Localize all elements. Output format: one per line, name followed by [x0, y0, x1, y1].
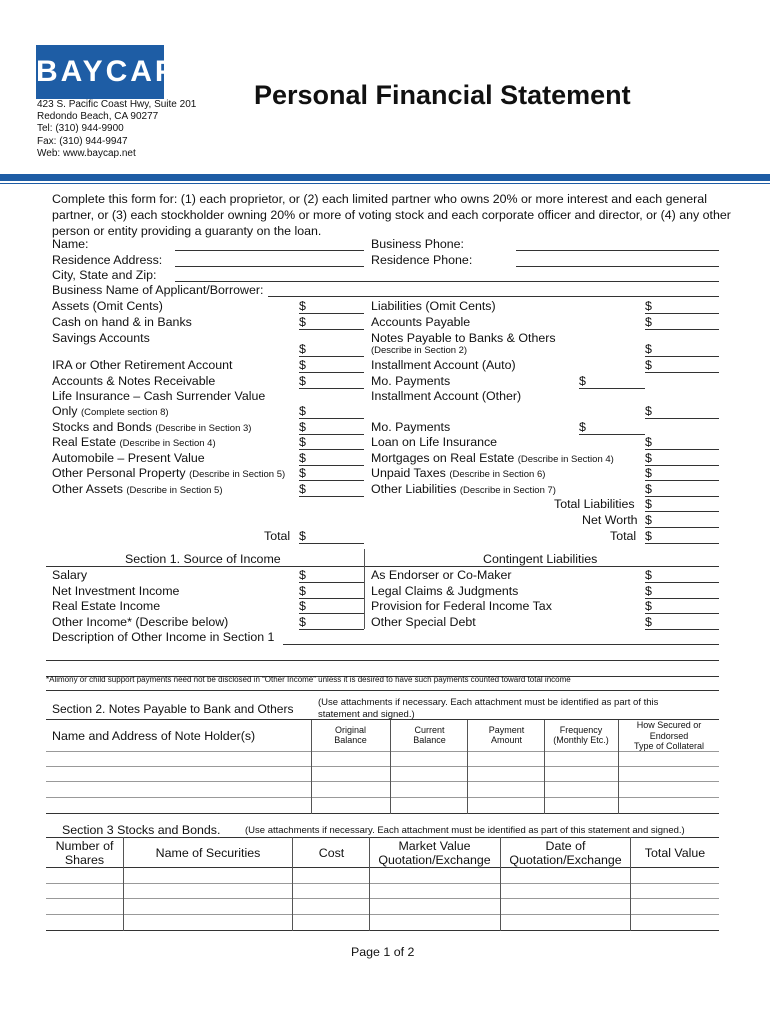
section3-note: (Use attachments if necessary. Each attachment must be identified as part of this statement and signed.) — [245, 825, 685, 836]
dollar-sign: $ — [645, 497, 652, 511]
table-row-line — [46, 914, 719, 915]
residence-phone-field[interactable] — [516, 266, 719, 267]
mortgages-text: Mortgages on Real Estate — [371, 451, 515, 465]
liabilities-total-field[interactable] — [645, 543, 719, 544]
total-liabilities-field[interactable] — [645, 511, 719, 512]
col-divider — [292, 837, 293, 931]
address-line: 423 S. Pacific Coast Hwy, Suite 201 — [37, 99, 197, 110]
dollar-sign: $ — [299, 435, 306, 449]
stocks-field[interactable] — [299, 434, 364, 435]
salary-label: Salary — [52, 568, 88, 582]
assets-header: Assets (Omit Cents) — [52, 299, 163, 313]
real-estate-income-field[interactable] — [299, 613, 364, 614]
section1-divider — [364, 549, 365, 629]
real-estate-income-label: Real Estate Income — [52, 599, 161, 613]
company-address — [37, 99, 196, 160]
savings-field[interactable] — [299, 356, 364, 357]
col-divider — [618, 720, 619, 814]
other-income-description-label: Description of Other Income in Section 1 — [52, 630, 275, 644]
special-debt-label: Other Special Debt — [371, 615, 476, 629]
other-income-label: Other Income* (Describe below) — [52, 615, 229, 629]
liabilities-header-field[interactable] — [645, 313, 719, 314]
col-total-value: Total Value — [644, 846, 706, 860]
name-field[interactable] — [175, 250, 364, 251]
dollar-sign: $ — [299, 342, 306, 356]
dollar-sign: $ — [645, 599, 652, 613]
dollar-sign: $ — [645, 342, 652, 356]
col-frequency-line: Frequency — [559, 725, 603, 735]
assets-total-label: Total — [264, 529, 291, 543]
dollar-sign: $ — [645, 529, 652, 543]
cash-label: Cash on hand & in Banks — [52, 315, 192, 329]
dollar-sign: $ — [645, 404, 652, 418]
col-original-balance — [312, 725, 389, 745]
city-state-zip-field[interactable] — [175, 281, 719, 282]
other-assets-note: (Describe in Section 5) — [126, 485, 223, 496]
col-current-line: Current — [414, 725, 445, 735]
unpaid-taxes-field[interactable] — [645, 480, 719, 481]
phone-line: Tel: (310) 944-9900 — [37, 123, 124, 135]
dollar-sign: $ — [299, 374, 306, 388]
fax-line: Fax: (310) 944-9947 — [37, 135, 128, 147]
liabilities-total-label: Total — [610, 529, 637, 543]
dollar-sign: $ — [299, 482, 306, 496]
notes-payable-note: (Describe in Section 2) — [371, 345, 468, 356]
real-estate-field[interactable] — [299, 449, 364, 450]
other-income-field[interactable] — [299, 629, 364, 630]
mo-payments-field-2[interactable] — [579, 434, 645, 435]
name-label: Name: — [52, 237, 89, 251]
total-liabilities-label: Total Liabilities — [554, 497, 635, 511]
col-divider — [390, 720, 391, 814]
dollar-sign: $ — [299, 358, 306, 372]
city-state-zip-label: City, State and Zip: — [52, 268, 157, 282]
real-estate-note: (Describe in Section 4) — [119, 438, 216, 449]
col-market-line: Quotation/Exchange — [378, 853, 491, 867]
dollar-sign: $ — [579, 374, 586, 388]
alimony-note: *Alimony or child support payments need not be disclosed in “Other Income” unless it is desired to have such payments counted toward total income — [46, 675, 571, 684]
auto-field[interactable] — [299, 465, 364, 466]
endorser-label: As Endorser or Co-Maker — [371, 568, 512, 582]
col-quote-date — [501, 839, 630, 867]
col-current-balance — [391, 725, 468, 745]
business-name-field[interactable] — [268, 296, 719, 297]
dollar-sign: $ — [299, 568, 306, 582]
installment-other-label: Installment Account (Other) — [371, 389, 522, 403]
installment-auto-label: Installment Account (Auto) — [371, 358, 516, 372]
table-row-line — [46, 898, 719, 899]
dollar-sign: $ — [645, 315, 652, 329]
mortgages-note: (Describe in Section 4) — [517, 454, 614, 465]
net-worth-label: Net Worth — [582, 513, 638, 527]
web-line: Web: www.baycap.net — [37, 147, 136, 159]
dollar-sign: $ — [579, 420, 586, 434]
col-divider — [544, 720, 545, 814]
assets-header-field[interactable] — [299, 313, 364, 314]
col-original-line: Original — [334, 725, 366, 735]
dollar-sign: $ — [299, 529, 306, 543]
col-divider — [311, 720, 312, 814]
section2-note: (Use attachments if necessary. Each attachment must be identified as part of this statement and signed.) — [318, 697, 659, 720]
salary-field[interactable] — [299, 582, 364, 583]
col-divider — [369, 837, 370, 931]
section1-title: Section 1. Source of Income — [125, 552, 281, 566]
accounts-payable-field[interactable] — [645, 329, 719, 330]
dollar-sign: $ — [299, 599, 306, 613]
col-note-holder: Name and Address of Note Holder(s) — [52, 729, 256, 743]
federal-tax-field[interactable] — [645, 613, 719, 614]
description-line-1[interactable] — [283, 644, 719, 645]
baycap-logo: BAYCAP — [36, 45, 164, 99]
col-payment-amount — [468, 725, 545, 745]
unpaid-taxes-note: (Describe in Section 6) — [449, 469, 546, 480]
table-bottom-line — [46, 930, 719, 931]
other-liabilities-label — [371, 482, 556, 496]
unpaid-taxes-label — [371, 466, 545, 480]
loan-life-field[interactable] — [645, 449, 719, 450]
personal-property-label — [52, 466, 285, 480]
mo-payments-field[interactable] — [579, 388, 645, 389]
mo-payments-label: Mo. Payments — [371, 374, 451, 388]
receivable-field[interactable] — [299, 388, 364, 389]
endorser-field[interactable] — [645, 582, 719, 583]
net-worth-field[interactable] — [645, 527, 719, 528]
stocks-note: (Describe in Section 3) — [155, 423, 252, 434]
dollar-sign: $ — [299, 584, 306, 598]
unpaid-taxes-text: Unpaid Taxes — [371, 466, 446, 480]
col-current-line: Balance — [413, 735, 446, 745]
contingent-title: Contingent Liabilities — [483, 552, 598, 566]
mo-payments-label-2: Mo. Payments — [371, 420, 451, 434]
col-date-line: Quotation/Exchange — [509, 853, 622, 867]
intro-text: Complete this form for: (1) each proprietor, or (2) each limited partner who owns 20% or more interest and each general partner, or (3) each stockholder owning 20% or more of voting stock and each corporate officer and director, or (4) any other person or entity providing a guaranty on the loan. — [52, 192, 731, 238]
mortgages-label — [371, 451, 614, 465]
col-secured-line: Type of Collateral — [633, 741, 705, 751]
other-liabilities-text: Other Liabilities — [371, 482, 457, 496]
dollar-sign: $ — [645, 435, 652, 449]
dollar-sign: $ — [645, 513, 652, 527]
section2-title: Section 2. Notes Payable to Bank and Others — [52, 702, 294, 716]
dollar-sign: $ — [645, 299, 652, 313]
dollar-sign: $ — [645, 451, 652, 465]
col-divider — [630, 837, 631, 931]
other-assets-text: Other Assets — [52, 482, 123, 496]
col-payment-line: Amount — [490, 735, 523, 745]
installment-auto-field[interactable] — [645, 372, 719, 373]
col-securities-name: Name of Securities — [155, 846, 261, 860]
mortgages-field[interactable] — [645, 465, 719, 466]
business-phone-label: Business Phone: — [371, 237, 464, 251]
dollar-sign: $ — [299, 315, 306, 329]
page-number: Page 1 of 2 — [351, 945, 415, 959]
business-phone-field[interactable] — [516, 250, 719, 251]
life-insurance-note: (Complete section 8) — [80, 407, 169, 418]
loan-life-label: Loan on Life Insurance — [371, 435, 498, 449]
life-insurance-field[interactable] — [299, 418, 364, 419]
col-original-line: Balance — [334, 735, 367, 745]
life-insurance-label-2 — [52, 404, 169, 418]
col-date-line: Date of — [545, 839, 586, 853]
page-title: Personal Financial Statement — [254, 80, 631, 110]
dollar-sign: $ — [299, 404, 306, 418]
notes-payable-field[interactable] — [645, 356, 719, 357]
col-shares-line: Shares — [64, 853, 105, 867]
col-market-value — [370, 839, 499, 867]
col-divider — [123, 837, 124, 931]
other-liabilities-note: (Describe in Section 7) — [459, 485, 556, 496]
notes-payable-label: Notes Payable to Banks & Others — [371, 331, 556, 345]
liabilities-header: Liabilities (Omit Cents) — [371, 299, 496, 313]
assets-total-field[interactable] — [299, 543, 364, 544]
dollar-sign: $ — [645, 358, 652, 372]
life-insurance-label: Life Insurance – Cash Surrender Value — [52, 389, 266, 403]
business-name-label: Business Name of Applicant/Borrower: — [52, 283, 264, 297]
section1-rule — [46, 566, 719, 567]
header-band — [0, 174, 770, 181]
section3-header-top — [46, 837, 719, 838]
table-row-line — [46, 867, 719, 868]
col-frequency — [545, 725, 617, 745]
col-secured-line: How Secured or — [636, 720, 702, 730]
dollar-sign: $ — [645, 615, 652, 629]
personal-property-note: (Describe in Section 5) — [189, 469, 286, 480]
col-payment-line: Payment — [488, 725, 525, 735]
special-debt-field[interactable] — [645, 629, 719, 630]
personal-property-field[interactable] — [299, 480, 364, 481]
col-shares-line: Number of — [55, 839, 114, 853]
net-investment-label: Net Investment Income — [52, 584, 180, 598]
section3-title: Section 3 Stocks and Bonds. — [62, 823, 221, 837]
life-insurance-only: Only — [52, 404, 78, 418]
real-estate-text: Real Estate — [52, 435, 117, 449]
col-cost: Cost — [318, 846, 345, 860]
receivable-label: Accounts & Notes Receivable — [52, 374, 216, 388]
dollar-sign: $ — [645, 584, 652, 598]
cash-field[interactable] — [299, 329, 364, 330]
col-divider — [500, 837, 501, 931]
table-row-line — [46, 883, 719, 884]
other-liabilities-field[interactable] — [645, 496, 719, 497]
dollar-sign: $ — [299, 615, 306, 629]
residence-phone-label: Residence Phone: — [371, 253, 473, 267]
accounts-payable-label: Accounts Payable — [371, 315, 471, 329]
dollar-sign: $ — [645, 482, 652, 496]
col-divider — [467, 720, 468, 814]
dollar-sign: $ — [299, 451, 306, 465]
federal-tax-label: Provision for Federal Income Tax — [371, 599, 552, 613]
personal-property-text: Other Personal Property — [52, 466, 186, 480]
residence-address-label: Residence Address: — [52, 253, 163, 267]
dollar-sign: $ — [299, 420, 306, 434]
stocks-text: Stocks and Bonds — [52, 420, 152, 434]
ira-field[interactable] — [299, 372, 364, 373]
section2-top-rule — [46, 690, 719, 691]
auto-label: Automobile – Present Value — [52, 451, 205, 465]
savings-label: Savings Accounts — [52, 331, 150, 345]
col-frequency-line: (Monthly Etc.) — [553, 735, 609, 745]
stocks-label — [52, 420, 251, 434]
net-investment-field[interactable] — [299, 598, 364, 599]
other-assets-field[interactable] — [299, 496, 364, 497]
address-line: Redondo Beach, CA 90277 — [37, 111, 159, 123]
residence-address-field[interactable] — [175, 266, 364, 267]
legal-claims-field[interactable] — [645, 598, 719, 599]
real-estate-label — [52, 435, 216, 449]
other-assets-label — [52, 482, 223, 496]
col-shares — [46, 839, 123, 867]
col-secured — [619, 720, 719, 752]
header-band-line — [0, 183, 770, 184]
ira-label: IRA or Other Retirement Account — [52, 358, 233, 372]
dollar-sign: $ — [299, 299, 306, 313]
col-market-line: Market Value — [398, 839, 471, 853]
description-line-2[interactable] — [46, 660, 719, 661]
dollar-sign: $ — [645, 466, 652, 480]
dollar-sign: $ — [299, 466, 306, 480]
dollar-sign: $ — [645, 568, 652, 582]
legal-claims-label: Legal Claims & Judgments — [371, 584, 519, 598]
installment-other-field[interactable] — [645, 418, 719, 419]
col-secured-line: Endorsed — [649, 730, 689, 741]
